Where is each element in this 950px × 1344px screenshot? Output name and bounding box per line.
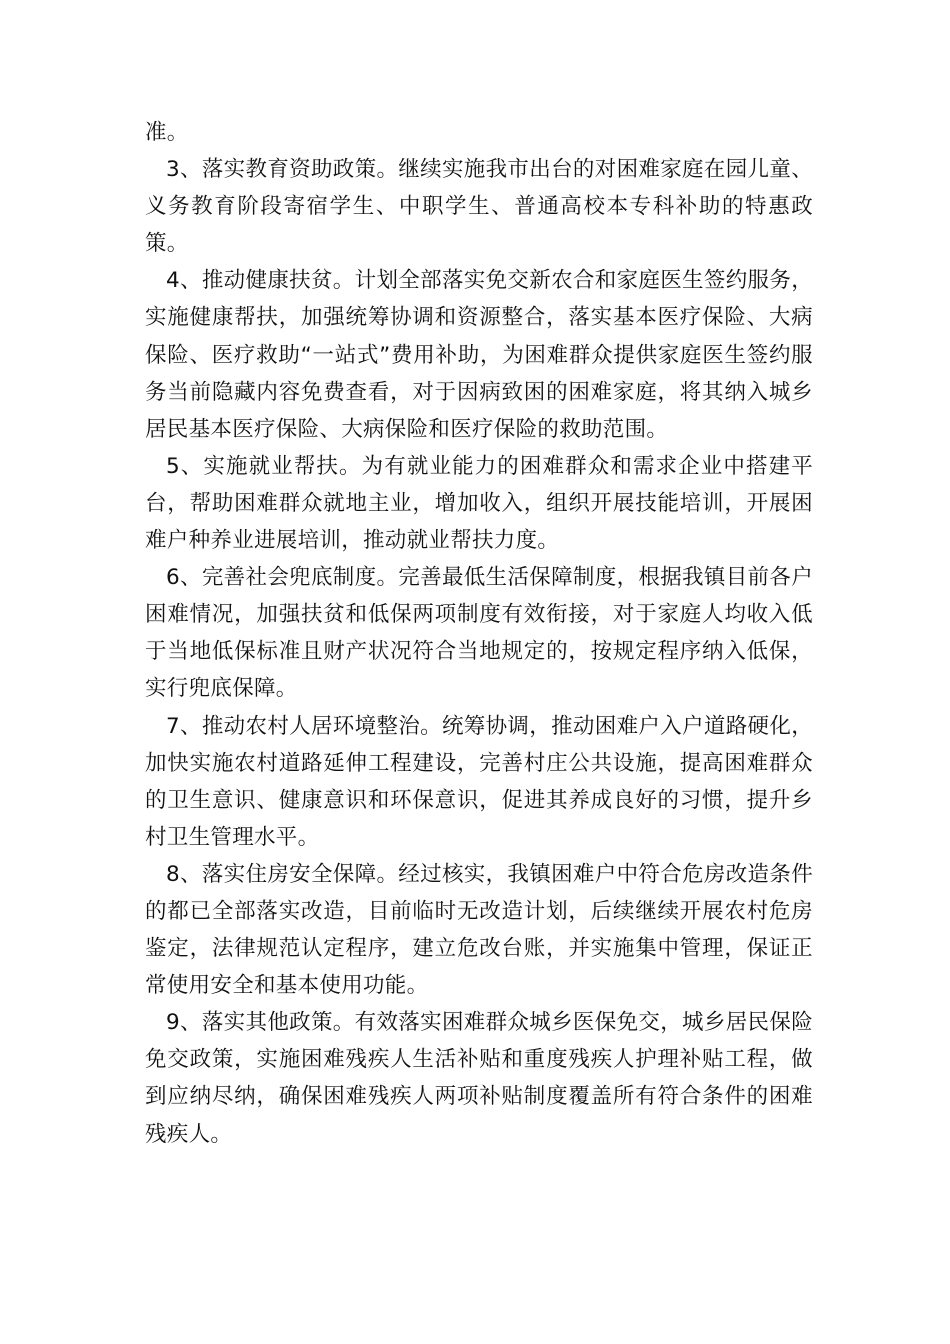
document-body (145, 114, 813, 1153)
paragraph-education-aid: 3、落实教育资助政策。继续实施我市出台的对困难家庭在园儿童、义务教育阶段寄宿学生、中职学生、普通高校本专科补助的特惠政策。 (145, 157, 813, 257)
paragraph-housing-safety: 8、落实住房安全保障。经过核实，我镇困难户中符合危房改造条件的都已全部落实改造，目前临时无改造计划，后续继续开展农村危房鉴定，法律规范认定程序，建立危改台账，并实施集中管理，保证正常使用安全和基本使用功能。 (145, 861, 813, 999)
paragraph-rural-environment: 7、推动农村人居环境整治。统筹协调，推动困难户入户道路硬化，加快实施农村道路延伸工程建设，完善村庄公共设施，提高困难群众的卫生意识、健康意识和环保意识，促进其养成良好的习惯，提升乡村卫生管理水平。 (145, 713, 813, 850)
paragraph-continuation: 准。 (145, 120, 189, 145)
paragraph-other-policies: 9、落实其他政策。有效落实困难群众城乡医保免交，城乡居民保险免交政策，实施困难残疾人生活补贴和重度残疾人护理补贴工程，做到应纳尽纳，确保困难残疾人两项补贴制度覆盖所有符合条件的困难残疾人。 (145, 1010, 813, 1147)
paragraph-social-security: 6、完善社会兜底制度。完善最低生活保障制度，根据我镇目前各户困难情况，加强扶贫和低保两项制度有效衔接，对于家庭人均收入低于当地低保标准且财产状况符合当地规定的，按规定程序纳入低保，实行兜底保障。 (145, 565, 813, 702)
paragraph-employment-aid: 5、实施就业帮扶。为有就业能力的困难群众和需求企业中搭建平台，帮助困难群众就地主业，增加收入，组织开展技能培训，开展困难户种养业进展培训，推动就业帮扶力度。 (145, 453, 813, 554)
paragraph-health-poverty: 4、推动健康扶贫。计划全部落实免交新农合和家庭医生签约服务，实施健康帮扶，加强统筹协调和资源整合，落实基本医疗保险、大病保险、医疗救助“一站式”费用补助，为困难群众提供家庭医生签约服务当前隐藏内容免费查看，对于因病致困的困难家庭，将其纳入城乡居民基本医疗保险、大病保险和医疗保险的救助范围。 (145, 268, 813, 442)
